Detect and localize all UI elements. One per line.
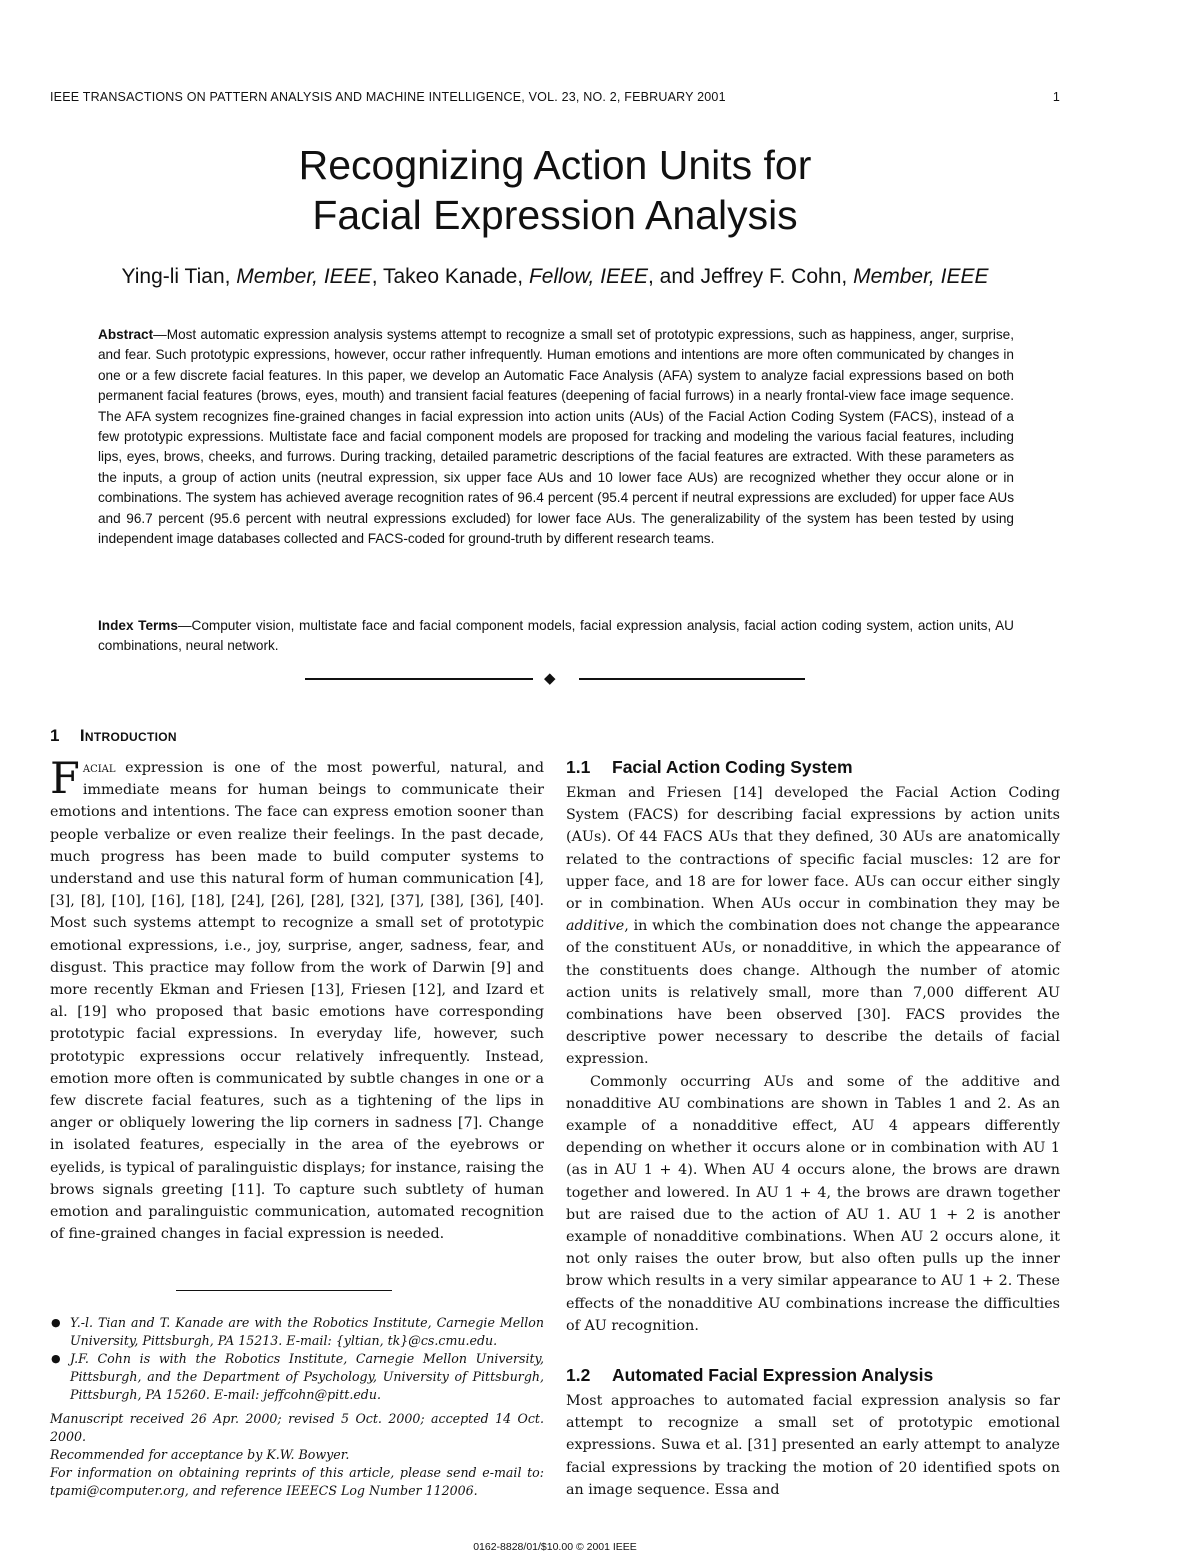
page-number: 1 xyxy=(1052,90,1060,104)
index-terms xyxy=(98,616,1014,657)
abstract xyxy=(98,325,1014,549)
footnote-recommended: Recommended for acceptance by K.W. Bowyer. xyxy=(50,1447,350,1462)
footnote-2-text: J.F. Cohn is with the Robotics Institute, Carnegie Mellon University, Pittsburgh, and the Department of Psychology, University of Pittsburgh, Pittsburgh, PA 15260. E-mail: jeffcohn@pitt.edu. xyxy=(70,1351,544,1402)
intro-body-text: expression is one of the most powerful, natural, and immediate means for human beings to communicate their emotions and intentions. The face can express emotion sooner than people verbalize or even realize their feelings. In the past decade, much progress has been made to build computer systems to understand and use this natural form of human communication [4], [3], [8], [10], [16], [18], [24], [26], [28], [32], [37], [38], [36], [40]. Most such systems attempt to recognize a small set of prototypic emotional expressions, i.e., joy, surprise, anger, sadness, fear, and disgust. This practice may follow from the work of Darwin [9] and more recently Ekman and Friesen [13], Friesen [12], and Izard et al. [19] who proposed that basic emotions have corresponding prototypic facial expressions. In everyday life, however, such prototypic expressions occur relatively infrequently. Instead, emotion more often is communicated by subtle changes in one or a few discrete facial features, such as a tightening of the lips in anger or obliquely lowering the lip corners in sadness [7]. Change in isolated features, especially in the area of the eyebrows or eyelids, is typical of paralinguistic displays; for instance, raising the brows signals greeting [11]. To capture such subtlety of human emotion and paralinguistic communication, automated recognition of fine-grained changes in facial expression is needed. xyxy=(50,760,545,1243)
footnote-rule xyxy=(176,1290,392,1291)
journal-info: IEEE TRANSACTIONS ON PATTERN ANALYSIS AND MACHINE INTELLIGENCE, VOL. 23, NO. 2, FEBRUARY 2001 xyxy=(50,90,726,104)
section-1-1-number: 1.1 xyxy=(566,757,591,777)
abstract-text: —Most automatic expression analysis systems attempt to recognize a small set of prototypic expressions, such as happiness, anger, surprise, and fear. Such prototypic expressions, however, occur rather infrequently. Human emotions and intentions are more often communicated by changes in one or a few discrete facial features. In this paper, we develop an Automatic Face Analysis (AFA) system to analyze facial expressions based on both permanent facial features (brows, eyes, mouth) and transient facial features (deepening of facial furrows) in a nearly frontal-view face image sequence. The AFA system recognizes fine-grained changes in facial expression into action units (AUs) of the Facial Action Coding System (FACS), instead of a few prototypic expressions. Multistate face and facial component models are proposed for tracking and modeling the various facial features, including lips, eyes, brows, cheeks, and furrows. During tracking, detailed parametric descriptions of the facial features are extracted. With these parameters as the inputs, a group of action units (neutral expression, six upper face AUs and 10 lower face AUs) are recognized whether they occur alone or in combinations. The system has achieved average recognition rates of 96.4 percent (95.4 percent if neutral expressions are excluded) for upper face AUs and 96.7 percent (95.6 percent with neutral expressions excluded) for lower face AUs. The generalizability of the system has been tested by using independent image databases collected and FACS-coded for ground-truth by different research teams. xyxy=(98,327,1014,547)
facs-paragraph-1 xyxy=(566,782,1060,1071)
index-terms-text: —Computer vision, multistate face and facial component models, facial expression analysis, facial action coding system, action units, AU combinations, neural network. xyxy=(98,618,1015,654)
author-3-name: , and Jeffrey F. Cohn, xyxy=(648,265,848,288)
author-1-role: Member, IEEE xyxy=(236,265,372,288)
intro-lead-smallcaps: acial xyxy=(82,760,116,776)
footnote-affiliation-1 xyxy=(50,1314,544,1350)
footnote-reprints: For information on obtaining reprints of this article, please send e-mail to: tpami@computer.org, and reference IEEECS Log Number 112006. xyxy=(50,1465,544,1498)
abstract-label: Abstract xyxy=(98,327,154,342)
divider-line-right xyxy=(579,678,805,680)
section-1-1-heading xyxy=(566,757,853,778)
section-1-title: Introduction xyxy=(79,726,177,745)
section-1-number: 1 xyxy=(50,726,60,745)
section-1-2-title: Automated Facial Expression Analysis xyxy=(612,1365,934,1385)
facs-p1-part-b: , in which the combination does not change the appearance of the constituent AUs, or nonadditive, in which the appearance of the constituents does change. Although the number of atomic action units is relatively small, more than 7,000 different AU combinations have been observed [30]. FACS provides the descriptive power necessary to describe the details of facial expression. xyxy=(566,918,1060,1068)
facs-p1-part-a: Ekman and Friesen [14] developed the Facial Action Coding System (FACS) for describing facial expressions by action units (AUs). Of 44 FACS AUs that they defined, 30 AUs are anatomically related to the contractions of specific facial muscles: 12 are for upper face, and 18 are for lower face. AUs can occur either singly or in combination. When AUs occur in combination they may be xyxy=(566,785,1060,913)
facs-p1-additive: additive xyxy=(566,918,625,935)
bullet-icon: ● xyxy=(51,1316,61,1329)
index-terms-label: Index Terms xyxy=(98,618,178,633)
facs-section-body xyxy=(566,782,1060,1337)
footnote-manuscript-dates: Manuscript received 26 Apr. 2000; revised 5 Oct. 2000; accepted 14 Oct. 2000. xyxy=(50,1411,544,1444)
author-3-role: Member, IEEE xyxy=(853,265,989,288)
diamond-icon: ◆ xyxy=(544,671,556,687)
bullet-icon: ● xyxy=(51,1352,61,1365)
footnote-affiliation-2 xyxy=(50,1350,544,1404)
title-line-2: Facial Expression Analysis xyxy=(312,192,798,238)
paper-title xyxy=(0,140,1110,240)
section-1-1-title: Facial Action Coding System xyxy=(612,757,853,777)
running-head xyxy=(50,90,1060,104)
title-line-1: Recognizing Action Units for xyxy=(298,142,812,188)
footnote-1-text: Y.-l. Tian and T. Kanade are with the Robotics Institute, Carnegie Mellon University, Pittsburgh, PA 15213. E-mail: {yltian, tk}@cs.cmu.edu. xyxy=(70,1315,544,1348)
section-divider xyxy=(305,669,805,689)
author-list xyxy=(0,265,1110,289)
copyright-code: 0162-8828/01/$10.00 © 2001 IEEE xyxy=(473,1541,637,1553)
author-2-name: , Takeo Kanade, xyxy=(371,265,524,288)
author-2-role: Fellow, IEEE xyxy=(528,265,648,288)
facs-paragraph-2: Commonly occurring AUs and some of the additive and nonadditive AU combinations are shown in Tables 1 and 2. As an example of a nonadditive effect, AU 4 appears differently depending on whether it occurs alone or in combination with AU 1 (as in AU 1 + 4). When AU 4 occurs alone, the brows are drawn together and lowered. In AU 1 + 4, the brows are drawn together but are raised due to the action of AU 1. AU 1 + 2 is another example of nonadditive combinations. When AU 2 occurs alone, it not only raises the outer brow, but also often pulls up the inner brow which results in a very similar appearance to AU 1 + 2. These effects of the nonadditive AU combinations increase the difficulties of AU recognition. xyxy=(566,1073,1060,1334)
divider-line-left xyxy=(305,678,533,680)
afea-paragraph-1: Most approaches to automated facial expression analysis so far attempt to recognize a small set of prototypic emotional expressions. Suwa et al. [31] presented an early attempt to analyze facial expressions by tracking the motion of 20 identified spots on an image sequence. Essa and xyxy=(566,1393,1060,1498)
author-1-name: Ying-li Tian, xyxy=(121,265,231,288)
section-1-2-heading xyxy=(566,1365,933,1386)
section-1-2-number: 1.2 xyxy=(566,1365,591,1385)
drop-cap: F xyxy=(50,754,80,804)
introduction-paragraph xyxy=(50,754,545,1245)
section-1-heading xyxy=(50,726,177,746)
